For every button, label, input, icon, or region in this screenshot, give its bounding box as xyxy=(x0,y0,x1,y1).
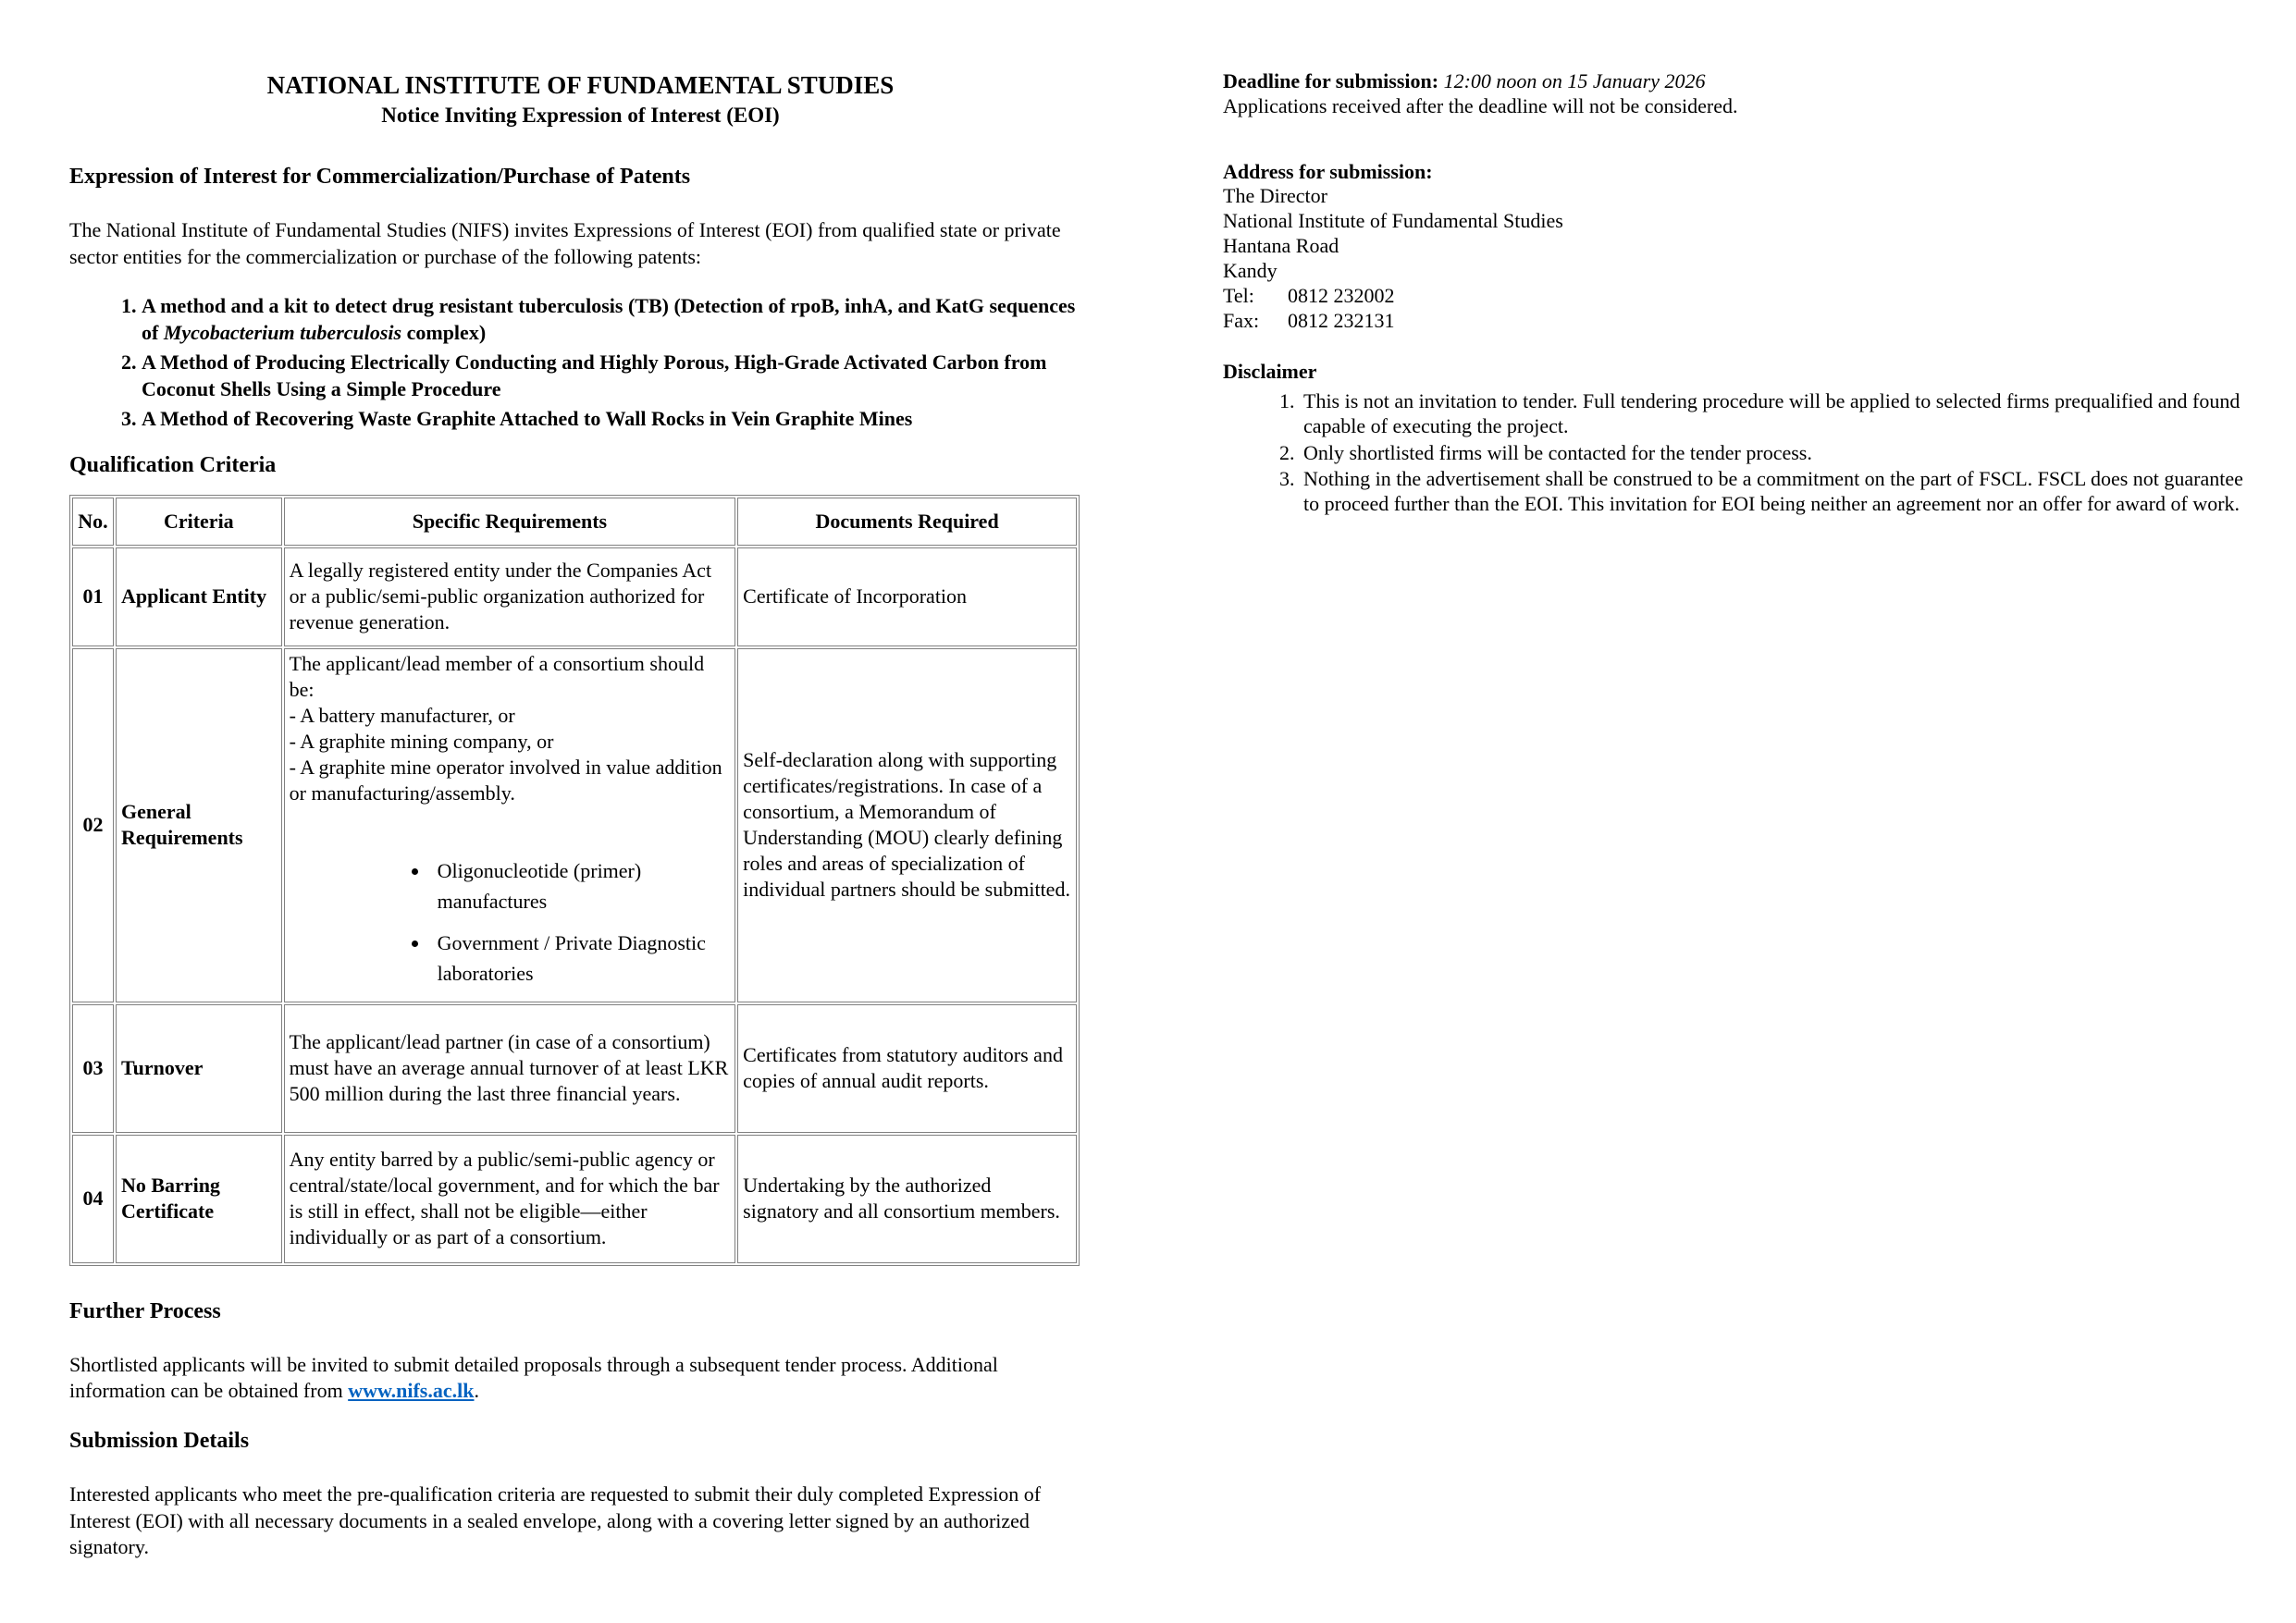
table-cell-specific-requirements xyxy=(284,1004,735,1133)
table-cell-criteria: Turnover xyxy=(116,1004,282,1133)
patent-item xyxy=(142,405,1092,432)
table-header-cell: No. xyxy=(72,498,114,546)
qualification-table xyxy=(69,495,1080,1266)
address-line: National Institute of Fundamental Studies xyxy=(1223,209,1563,233)
table-cell-documents-required: Self-declaration along with supporting certificates/registrations. In case of a consortium, a Memorandum of Understanding (MOU) clearly defining roles and areas of specialization of individual partners should be submitted. xyxy=(737,648,1077,1002)
eoi-heading: Expression of Interest for Commercialization/Purchase of Patents xyxy=(69,164,691,189)
address-block xyxy=(1223,184,2248,283)
table-row xyxy=(72,1004,1077,1133)
patent-item-text: A method and a kit to detect drug resistant tuberculosis (TB) (Detection of rpoB, inhA, and KatG sequences of xyxy=(142,294,1076,345)
intro-paragraph: The National Institute of Fundamental Studies (NIFS) invites Expressions of Interest (EOI) from qualified state or private sector entities for the commercialization or purchase of the following patents: xyxy=(69,218,1061,268)
specific-requirement-line: - A graphite mine operator involved in value addition or manufacturing/assembly. xyxy=(289,756,722,805)
table-cell-documents-required: Certificate of Incorporation xyxy=(737,547,1077,646)
disclaimer-list xyxy=(1223,388,2248,516)
left-column xyxy=(69,69,1092,1583)
patent-item-text: complex) xyxy=(401,321,487,345)
disclaimer-heading: Disclaimer xyxy=(1223,360,1317,384)
nifs-website-link[interactable]: www.nifs.ac.lk xyxy=(348,1379,475,1403)
fax-value: 0812 232131 xyxy=(1288,308,1395,332)
table-row xyxy=(72,648,1077,1002)
disclaimer-item: 1. This is not an invitation to tender. Full tendering procedure will be applied to selected firms prequalified and found capable of executing the project. xyxy=(1300,388,2248,439)
specific-requirements-bullet-list xyxy=(290,855,730,989)
address-line: The Director xyxy=(1223,184,1327,208)
table-cell-no: 01 xyxy=(72,547,114,646)
further-process-paragraph xyxy=(69,1352,1092,1405)
table-header-cell: Specific Requirements xyxy=(284,498,735,546)
fax-label: Fax: xyxy=(1223,308,1260,332)
disclaimer-item: 2. Only shortlisted firms will be contacted for the tender process. xyxy=(1300,440,2248,465)
fax-line xyxy=(1223,309,2248,334)
tel-line xyxy=(1223,284,2248,309)
table-row xyxy=(72,1135,1077,1263)
specific-requirement-line: A legally registered entity under the Companies Act or a public/semi-public organization authorized for revenue generation. xyxy=(289,558,712,634)
address-label: Address for submission: xyxy=(1223,159,1433,183)
patent-item-italic-text: Mycobacterium tuberculosis xyxy=(163,321,402,345)
bullet-item: • Oligonucleotide (primer) manufactures xyxy=(430,855,730,916)
table-cell-documents-required: Undertaking by the authorized signatory and all consortium members. xyxy=(737,1135,1077,1263)
further-text-before: Shortlisted applicants will be invited to submit detailed proposals through a subsequent tender process. Additional information can be obtained from xyxy=(69,1352,998,1403)
patent-item xyxy=(142,292,1092,346)
document-subtitle: Notice Inviting Expression of Interest (EOI) xyxy=(381,104,780,128)
table-cell-specific-requirements xyxy=(284,1135,735,1263)
tel-value: 0812 232002 xyxy=(1288,283,1395,307)
deadline-value: 12:00 noon on 15 January 2026 xyxy=(1443,69,1706,92)
right-column xyxy=(1223,69,2248,517)
bullet-item: • Government / Private Diagnostic laboratories xyxy=(430,928,730,989)
table-cell-criteria: General Requirements xyxy=(116,648,282,1002)
table-cell-criteria: No Barring Certificate xyxy=(116,1135,282,1263)
patent-list xyxy=(69,292,1092,432)
patent-item-text: A Method of Producing Electrically Conducting and Highly Porous, High-Grade Activated Carbon from Coconut Shells Using a Simple Procedure xyxy=(142,350,1047,401)
table-header-row xyxy=(72,498,1077,546)
table-cell-criteria: Applicant Entity xyxy=(116,547,282,646)
specific-requirement-line: - A battery manufacturer, or xyxy=(289,704,515,728)
specific-requirement-line: Any entity barred by a public/semi-public agency or central/state/local government, and for which the bar is still in effect, shall not be eligible—either individually or as part of a consortium. xyxy=(289,1147,720,1249)
deadline-line xyxy=(1223,69,2248,94)
table-cell-documents-required: Certificates from statutory auditors and copies of annual audit reports. xyxy=(737,1004,1077,1133)
specific-requirement-line: The applicant/lead partner (in case of a consortium) must have an average annual turnover of at least LKR 500 million during the last three financial years. xyxy=(289,1029,729,1106)
submission-details-heading: Submission Details xyxy=(69,1429,250,1454)
patent-item-text: A Method of Recovering Waste Graphite Attached to Wall Rocks in Vein Graphite Mines xyxy=(142,407,913,431)
table-cell-specific-requirements xyxy=(284,648,735,1002)
further-process-heading: Further Process xyxy=(69,1298,221,1323)
tel-label: Tel: xyxy=(1223,283,1254,307)
table-cell-specific-requirements xyxy=(284,547,735,646)
address-line: Kandy xyxy=(1223,258,1278,282)
qualification-heading: Qualification Criteria xyxy=(69,452,277,477)
specific-requirement-line: The applicant/lead member of a consortium should be: xyxy=(289,651,705,701)
submission-details-paragraph: Interested applicants who meet the pre-qualification criteria are requested to submit their duly completed Expression of Interest (EOI) with all necessary documents in a sealed envelope, along with a covering letter signed by an authorized signatory. xyxy=(69,1482,1042,1559)
table-cell-no: 02 xyxy=(72,648,114,1002)
table-cell-no: 04 xyxy=(72,1135,114,1263)
address-line: Hantana Road xyxy=(1223,234,1339,258)
deadline-label: Deadline for submission: xyxy=(1223,69,1439,92)
table-row xyxy=(72,547,1077,646)
table-cell-no: 03 xyxy=(72,1004,114,1133)
disclaimer-item: 3. Nothing in the advertisement shall be construed to be a commitment on the part of FSCL. FSCL does not guarantee to proceed further than the EOI. This invitation for EOI being neither an agreement nor an offer for award of work. xyxy=(1300,466,2248,517)
document-title: NATIONAL INSTITUTE OF FUNDAMENTAL STUDIES xyxy=(266,71,895,99)
table-header-cell: Documents Required xyxy=(737,498,1077,546)
table-header-cell: Criteria xyxy=(116,498,282,546)
further-text-after: . xyxy=(474,1379,479,1403)
deadline-note: Applications received after the deadline will not be considered. xyxy=(1223,93,1738,117)
patent-item xyxy=(142,349,1092,402)
specific-requirement-line: - A graphite mining company, or xyxy=(289,730,554,754)
